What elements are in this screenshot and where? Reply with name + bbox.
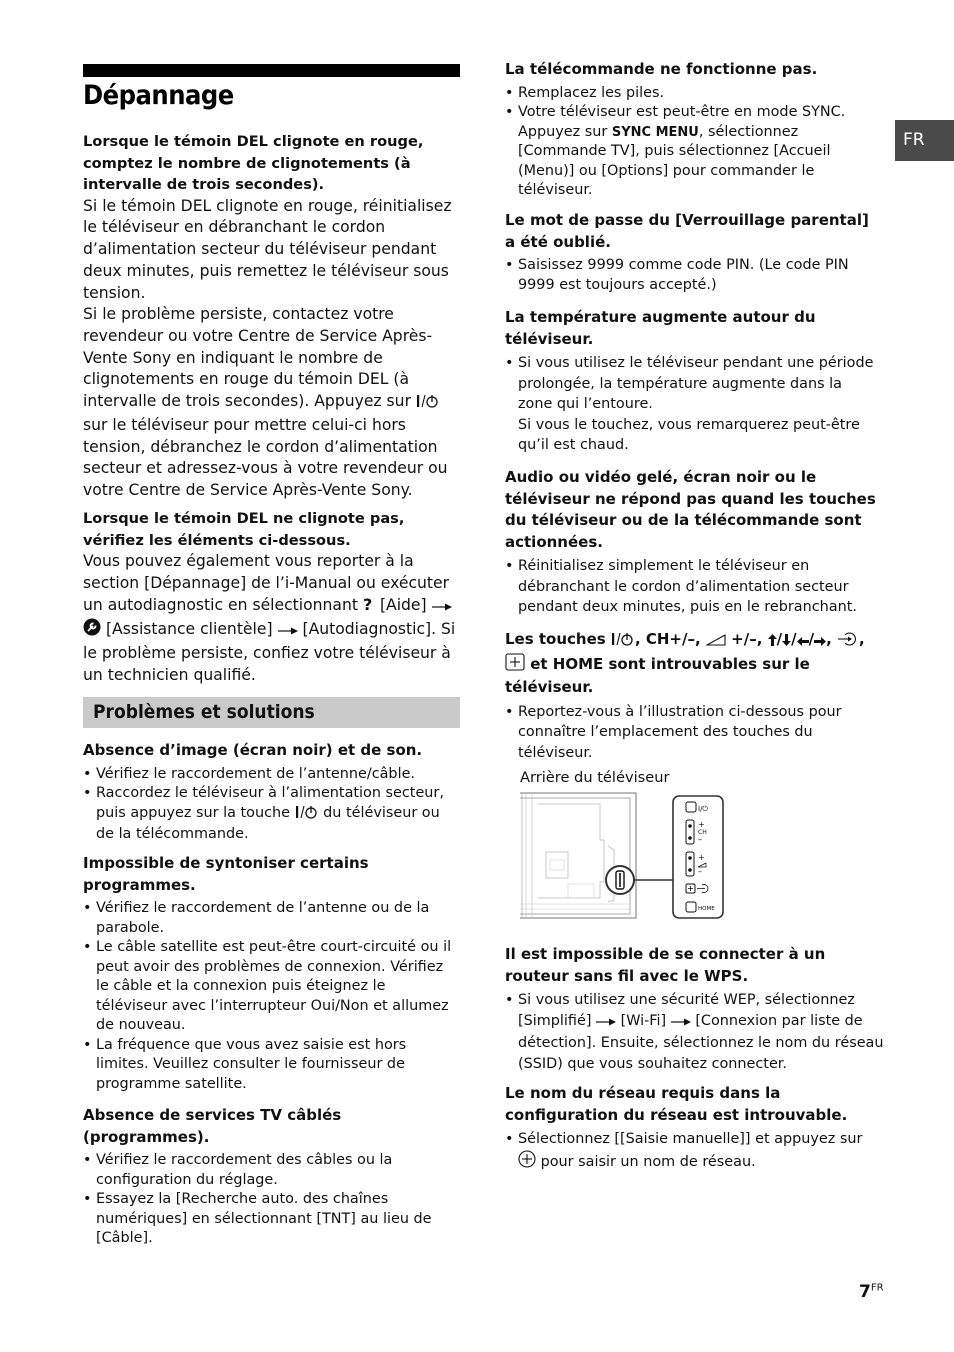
input-icon bbox=[837, 631, 859, 653]
arrow-down-icon bbox=[782, 631, 791, 653]
language-tab: FR bbox=[895, 120, 954, 161]
help-question-icon bbox=[363, 596, 375, 619]
list-item: • La fréquence que vous avez saisie est hors limites. Veuillez consulter le fournisseur de programme satellite. bbox=[83, 1036, 460, 1095]
ch-plus-label: + bbox=[698, 820, 705, 829]
heading-temperature: La température augmente autour du téléviseur. bbox=[505, 308, 816, 348]
home-label: HOME bbox=[698, 906, 715, 912]
tuning-block bbox=[83, 853, 460, 1094]
remote-block bbox=[505, 59, 880, 201]
vol-minus-label: – bbox=[698, 867, 702, 876]
list-item: • Si vous utilisez le téléviseur pendant une période prolongée, la température augmente dans la zone qui l’entoure. Si vous le touchez, vous remarquerez peut-être qu’il est chaud. bbox=[505, 353, 880, 456]
led-blinking-block bbox=[83, 131, 460, 502]
wps-block bbox=[505, 944, 885, 1074]
section-problems-solutions: Problèmes et solutions bbox=[83, 697, 460, 728]
temperature-block bbox=[505, 307, 880, 456]
svg-text:?: ? bbox=[362, 595, 373, 612]
power-icon bbox=[416, 393, 440, 415]
list-item: • Le câble satellite est peut-être court-circuité ou il peut avoir des problèmes de connexion. Vérifiez le câble et la connexion puis éteignez le téléviseur avec l’interrupteur Oui/Non et allumez de nouveau. bbox=[83, 938, 460, 1036]
heading-remote: La télécommande ne fonctionne pas. bbox=[505, 60, 818, 78]
heading-buttons: Les touches , CH+/–, +/–, / / / , , et HOME sont introuvables sur le téléviseur. bbox=[505, 630, 865, 697]
no-picture-block bbox=[83, 740, 460, 845]
heading-led-red: Lorsque le témoin DEL clignote en rouge, comptez le nombre de clignotements (à intervalle de trois secondes). bbox=[83, 133, 424, 194]
sync-menu-key: SYNC MENU bbox=[611, 124, 699, 140]
ch-label: CH bbox=[698, 829, 707, 836]
list-item: • Vérifiez le raccordement des câbles ou la configuration du réglage. bbox=[83, 1151, 463, 1190]
arrow-right-icon bbox=[596, 1013, 616, 1034]
list-item: • Si vous utilisez une sécurité WEP, sélectionnez [Simplifié] [Wi-Fi] [Connexion par liste de détection]. Ensuite, sélectionnez le nom du réseau (SSID) que vous souhaitez connecter. bbox=[505, 990, 885, 1074]
page-title: Dépannage bbox=[83, 80, 234, 111]
page-number: $7^{FR}$ bbox=[859, 1282, 884, 1302]
para-selfdiag: Vous pouvez également vous reporter à la section [Dépannage] de l’i-Manual ou exécuter un autodiagnostic en sélectionnant ? [Aide] [Assistance clientèle] [Autodiagnostic]. Si le problème persiste, confiez votre téléviseur à un technicien qualifié. bbox=[83, 552, 456, 684]
list-item: • Reportez-vous à l’illustration ci-dessous pour connaître l’emplacement des touches du téléviseur. bbox=[505, 702, 880, 764]
power-icon bbox=[295, 805, 319, 826]
enter-plus-icon bbox=[505, 653, 525, 678]
arrow-right-icon bbox=[432, 597, 452, 619]
enter-plus-icon bbox=[518, 1150, 536, 1175]
password-block bbox=[505, 210, 880, 295]
heading-led-no-blink: Lorsque le témoin DEL ne clignote pas, vérifiez les éléments ci-dessous. bbox=[83, 510, 405, 549]
svg-text:I/⏻: I/⏻ bbox=[698, 805, 708, 813]
ch-minus-label: – bbox=[698, 835, 702, 844]
network-name-block bbox=[505, 1083, 880, 1174]
power-icon bbox=[611, 631, 635, 653]
heading-tuning: Impossible de syntoniser certains programmes. bbox=[83, 854, 369, 894]
heading-password: Le mot de passe du [Verrouillage parental] a été oublié. bbox=[505, 211, 869, 251]
led-not-blinking-block bbox=[83, 508, 460, 686]
volume-icon bbox=[706, 631, 726, 653]
title-rule bbox=[83, 64, 460, 77]
arrow-right-icon bbox=[814, 631, 826, 653]
heading-frozen: Audio ou vidéo gelé, écran noir ou le téléviseur ne répond pas quand les touches du téléviseur ou de la télécommande sont actionnées. bbox=[505, 468, 876, 551]
heading-network-name: Le nom du réseau requis dans la configuration du réseau est introuvable. bbox=[505, 1084, 848, 1124]
heading-wps: Il est impossible de se connecter à un routeur sans fil avec le WPS. bbox=[505, 945, 826, 985]
frozen-block bbox=[505, 467, 880, 618]
list-item: • Réinitialisez simplement le téléviseur en débranchant le cordon d’alimentation secteur pendant deux minutes, puis en le rebranchant. bbox=[505, 556, 880, 618]
list-item: • Votre téléviseur est peut-être en mode SYNC. Appuyez sur SYNC MENU, sélectionnez [Commande TV], puis sélectionnez [Accueil (Menu)] ou [Options] pour commander le téléviseur. bbox=[505, 103, 880, 201]
arrow-left-icon bbox=[797, 631, 809, 653]
assistance-wrench-icon bbox=[83, 618, 101, 643]
tv-rear-diagram bbox=[518, 790, 728, 922]
list-item: • Essayez la [Recherche auto. des chaînes numériques] en sélectionnant [TNT] au lieu de [Câble]. bbox=[83, 1190, 463, 1249]
heading-no-picture: Absence d’image (écran noir) et de son. bbox=[83, 741, 423, 759]
vol-plus-label: + bbox=[698, 853, 705, 862]
arrow-right-icon bbox=[278, 621, 298, 643]
heading-cable: Absence de services TV câblés (programmes). bbox=[83, 1106, 342, 1146]
diagram-caption: Arrière du téléviseur bbox=[520, 769, 670, 786]
cable-block bbox=[83, 1105, 463, 1249]
arrow-up-icon bbox=[768, 631, 777, 653]
buttons-block bbox=[505, 629, 880, 763]
list-item: • Raccordez le téléviseur à l’alimentation secteur, puis appuyez sur la touche du téléviseur ou de la télécommande. bbox=[83, 784, 460, 845]
para-reset: Si le témoin DEL clignote en rouge, réinitialisez le téléviseur en débranchant le cordon d’alimentation secteur du téléviseur pendant deux minutes, puis remettez le téléviseur sous tension. bbox=[83, 196, 452, 302]
list-item: • Saisissez 9999 comme code PIN. (Le code PIN 9999 est toujours accepté.) bbox=[505, 256, 880, 295]
list-item: • Vérifiez le raccordement de l’antenne/câble. bbox=[83, 765, 460, 785]
list-item: • Vérifiez le raccordement de l’antenne ou de la parabole. bbox=[83, 899, 460, 938]
list-item: • Sélectionnez [[Saisie manuelle]] et appuyez sur pour saisir un nom de réseau. bbox=[505, 1129, 880, 1174]
para-contact: Si le problème persiste, contactez votre revendeur ou votre Centre de Service Après-Vente Sony en indiquant le nombre de clignotements en rouge du témoin DEL (à intervalle de trois secondes). Appuyez sur sur le téléviseur pour mettre celui-ci hors tension, débranchez le cordon d’alimentation secteur et adressez-vous à votre revendeur ou votre Centre de Service Après-Vente Sony. bbox=[83, 305, 448, 499]
arrow-right-icon bbox=[671, 1013, 691, 1034]
list-item: • Remplacez les piles. bbox=[505, 84, 880, 104]
